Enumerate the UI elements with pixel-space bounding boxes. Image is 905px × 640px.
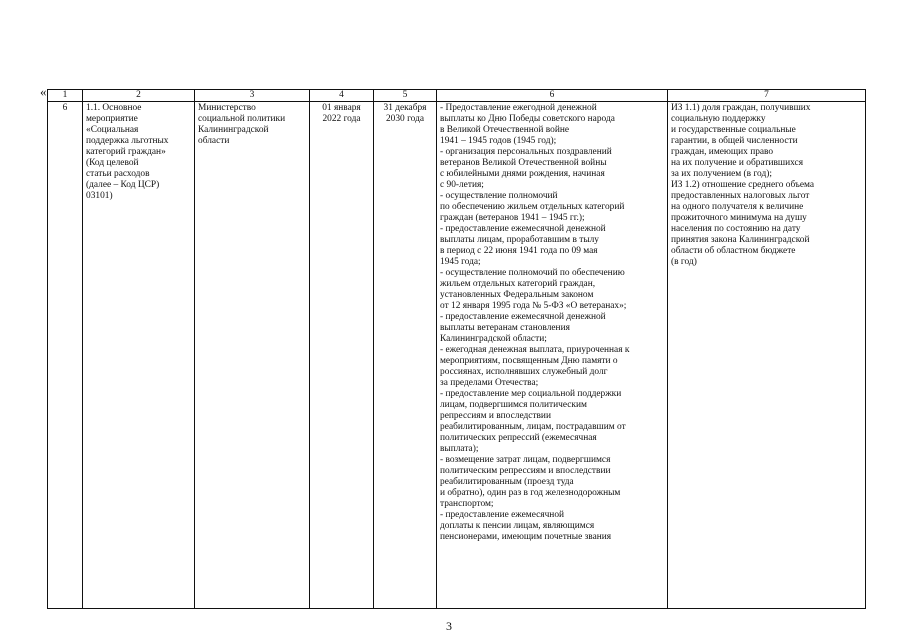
- header-col-5: 5: [374, 90, 437, 102]
- text-line: мероприятие: [86, 114, 138, 124]
- text-line: доплаты к пенсии лицам, являющимся: [440, 521, 595, 531]
- indicators-cell: [668, 102, 866, 609]
- text-line: с юбилейными днями рождения, начиная: [440, 169, 605, 179]
- opening-quote-mark: «: [40, 84, 47, 99]
- event-name-cell: [83, 102, 195, 609]
- header-col-7: 7: [668, 90, 866, 102]
- text-line: 1945 года;: [440, 257, 481, 267]
- text-line: выплаты ко Дню Победы советского народа: [440, 114, 615, 124]
- text-line: - осуществление полномочий по обеспечению: [440, 268, 625, 278]
- header-col-4: 4: [310, 90, 374, 102]
- text-line: (в год): [671, 257, 697, 267]
- start-date-cell: [310, 102, 374, 609]
- header-col-1: 1: [48, 90, 83, 102]
- text-line: области: [198, 136, 230, 146]
- text-line: выплата);: [440, 444, 479, 454]
- text-line: - предоставление мер социальной поддержки: [440, 389, 622, 399]
- executor-cell: [195, 102, 310, 609]
- text-line: установленных Федеральным законом: [440, 290, 594, 300]
- text-line: 31 декабря: [383, 103, 427, 113]
- text-line: социальной политики: [198, 114, 286, 124]
- header-row: [48, 90, 866, 102]
- text-line: Министерство: [198, 103, 256, 113]
- text-line: - предоставление ежемесячной денежной: [440, 312, 606, 322]
- text-line: - ежегодная денежная выплата, приуроченная к: [440, 345, 630, 355]
- text-line: репрессиям и впоследствии: [440, 411, 551, 421]
- text-line: - Предоставление ежегодной денежной: [440, 103, 597, 113]
- text-line: на одного получателя к величине: [671, 202, 804, 212]
- text-line: реабилитированным, лицам, пострадавшим от: [440, 422, 626, 432]
- text-line: за их получением (в год);: [671, 169, 772, 179]
- text-line: области об областном бюджете: [671, 246, 796, 256]
- text-line: жильем отдельных категорий граждан,: [440, 279, 596, 289]
- text-line: политическим репрессиям и впоследствии: [440, 466, 611, 476]
- text-line: россиянах, исполнявших служебный долг: [440, 367, 608, 377]
- text-line: на их получение и обратившихся: [671, 158, 804, 168]
- measures-table: [47, 89, 866, 609]
- text-line: Калининградской области;: [440, 334, 547, 344]
- text-line: поддержка льготных: [86, 136, 169, 146]
- text-line: в период с 22 июня 1941 года по 09 мая: [440, 246, 598, 256]
- text-line: предоставленных налоговых льгот: [671, 191, 810, 201]
- text-line: (Код целевой: [86, 158, 139, 168]
- text-line: по обеспечению жильем отдельных категорий: [440, 202, 625, 212]
- text-line: от 12 января 1995 года № 5-ФЗ «О ветеранах»;: [440, 301, 627, 311]
- text-line: населения по состоянию на дату: [671, 224, 801, 234]
- text-line: Калининградской: [198, 125, 269, 135]
- text-line: 2030 года: [385, 114, 425, 124]
- text-line: социальную поддержку: [671, 114, 766, 124]
- text-line: 03101): [86, 191, 113, 201]
- text-line: категорий граждан»: [86, 147, 166, 157]
- table-header: [48, 90, 866, 102]
- description-cell: [437, 102, 668, 609]
- text-line: граждан (ветеранов 1941 – 1945 гг.);: [440, 213, 585, 223]
- text-line: транспортом;: [440, 499, 494, 509]
- text-line: лицам, подвергшимся политическим: [440, 400, 587, 410]
- text-line: прожиточного минимума на душу: [671, 213, 807, 223]
- text-line: политических репрессий (ежемесячная: [440, 433, 597, 443]
- text-line: граждан, имеющих право: [671, 147, 774, 157]
- text-line: 01 января: [322, 103, 361, 113]
- header-col-3: 3: [195, 90, 310, 102]
- text-line: - предоставление ежемесячной: [440, 510, 565, 520]
- text-line: выплаты лицам, проработавшим в тылу: [440, 235, 599, 245]
- text-line: выплаты ветеранам становления: [440, 323, 570, 333]
- text-line: - осуществление полномочий: [440, 191, 558, 201]
- text-line: «Социальная: [86, 125, 139, 135]
- text-line: гарантии, в общей численности: [671, 136, 798, 146]
- text-line: и государственные социальные: [671, 125, 796, 135]
- text-line: (далее – Код ЦСР): [86, 180, 160, 190]
- text-line: - организация персональных поздравлений: [440, 147, 612, 157]
- page-number: 3: [446, 619, 452, 633]
- text-line: ветеранов Великой Отечественной войны: [440, 158, 607, 168]
- text-line: и обратно), один раз в год железнодорожным: [440, 488, 621, 498]
- text-line: мероприятиям, посвященным Дню памяти о: [440, 356, 618, 366]
- text-line: за пределами Отечества;: [440, 378, 539, 388]
- end-date-cell: [374, 102, 437, 609]
- text-line: в Великой Отечественной войне: [440, 125, 570, 135]
- text-line: 1941 – 1945 годов (1945 год);: [440, 136, 557, 146]
- header-col-6: 6: [437, 90, 668, 102]
- row-number-cell: 6: [48, 102, 83, 609]
- text-line: с 90-летия;: [440, 180, 484, 190]
- text-line: реабилитированным (проезд туда: [440, 477, 574, 487]
- text-line: пенсионерами, имеющим почетные звания: [440, 532, 612, 542]
- text-line: 2022 года: [322, 114, 361, 124]
- header-col-2: 2: [83, 90, 195, 102]
- text-line: - возмещение затрат лицам, подвергшимся: [440, 455, 611, 465]
- text-line: ИЗ 1.1) доля граждан, получивших: [671, 103, 811, 113]
- text-line: ИЗ 1.2) отношение среднего объема: [671, 180, 815, 190]
- table-row: [48, 102, 866, 609]
- text-line: 1.1. Основное: [86, 103, 142, 113]
- text-line: статьи расходов: [86, 169, 150, 179]
- text-line: - предоставление ежемесячной денежной: [440, 224, 606, 234]
- text-line: принятия закона Калининградской: [671, 235, 810, 245]
